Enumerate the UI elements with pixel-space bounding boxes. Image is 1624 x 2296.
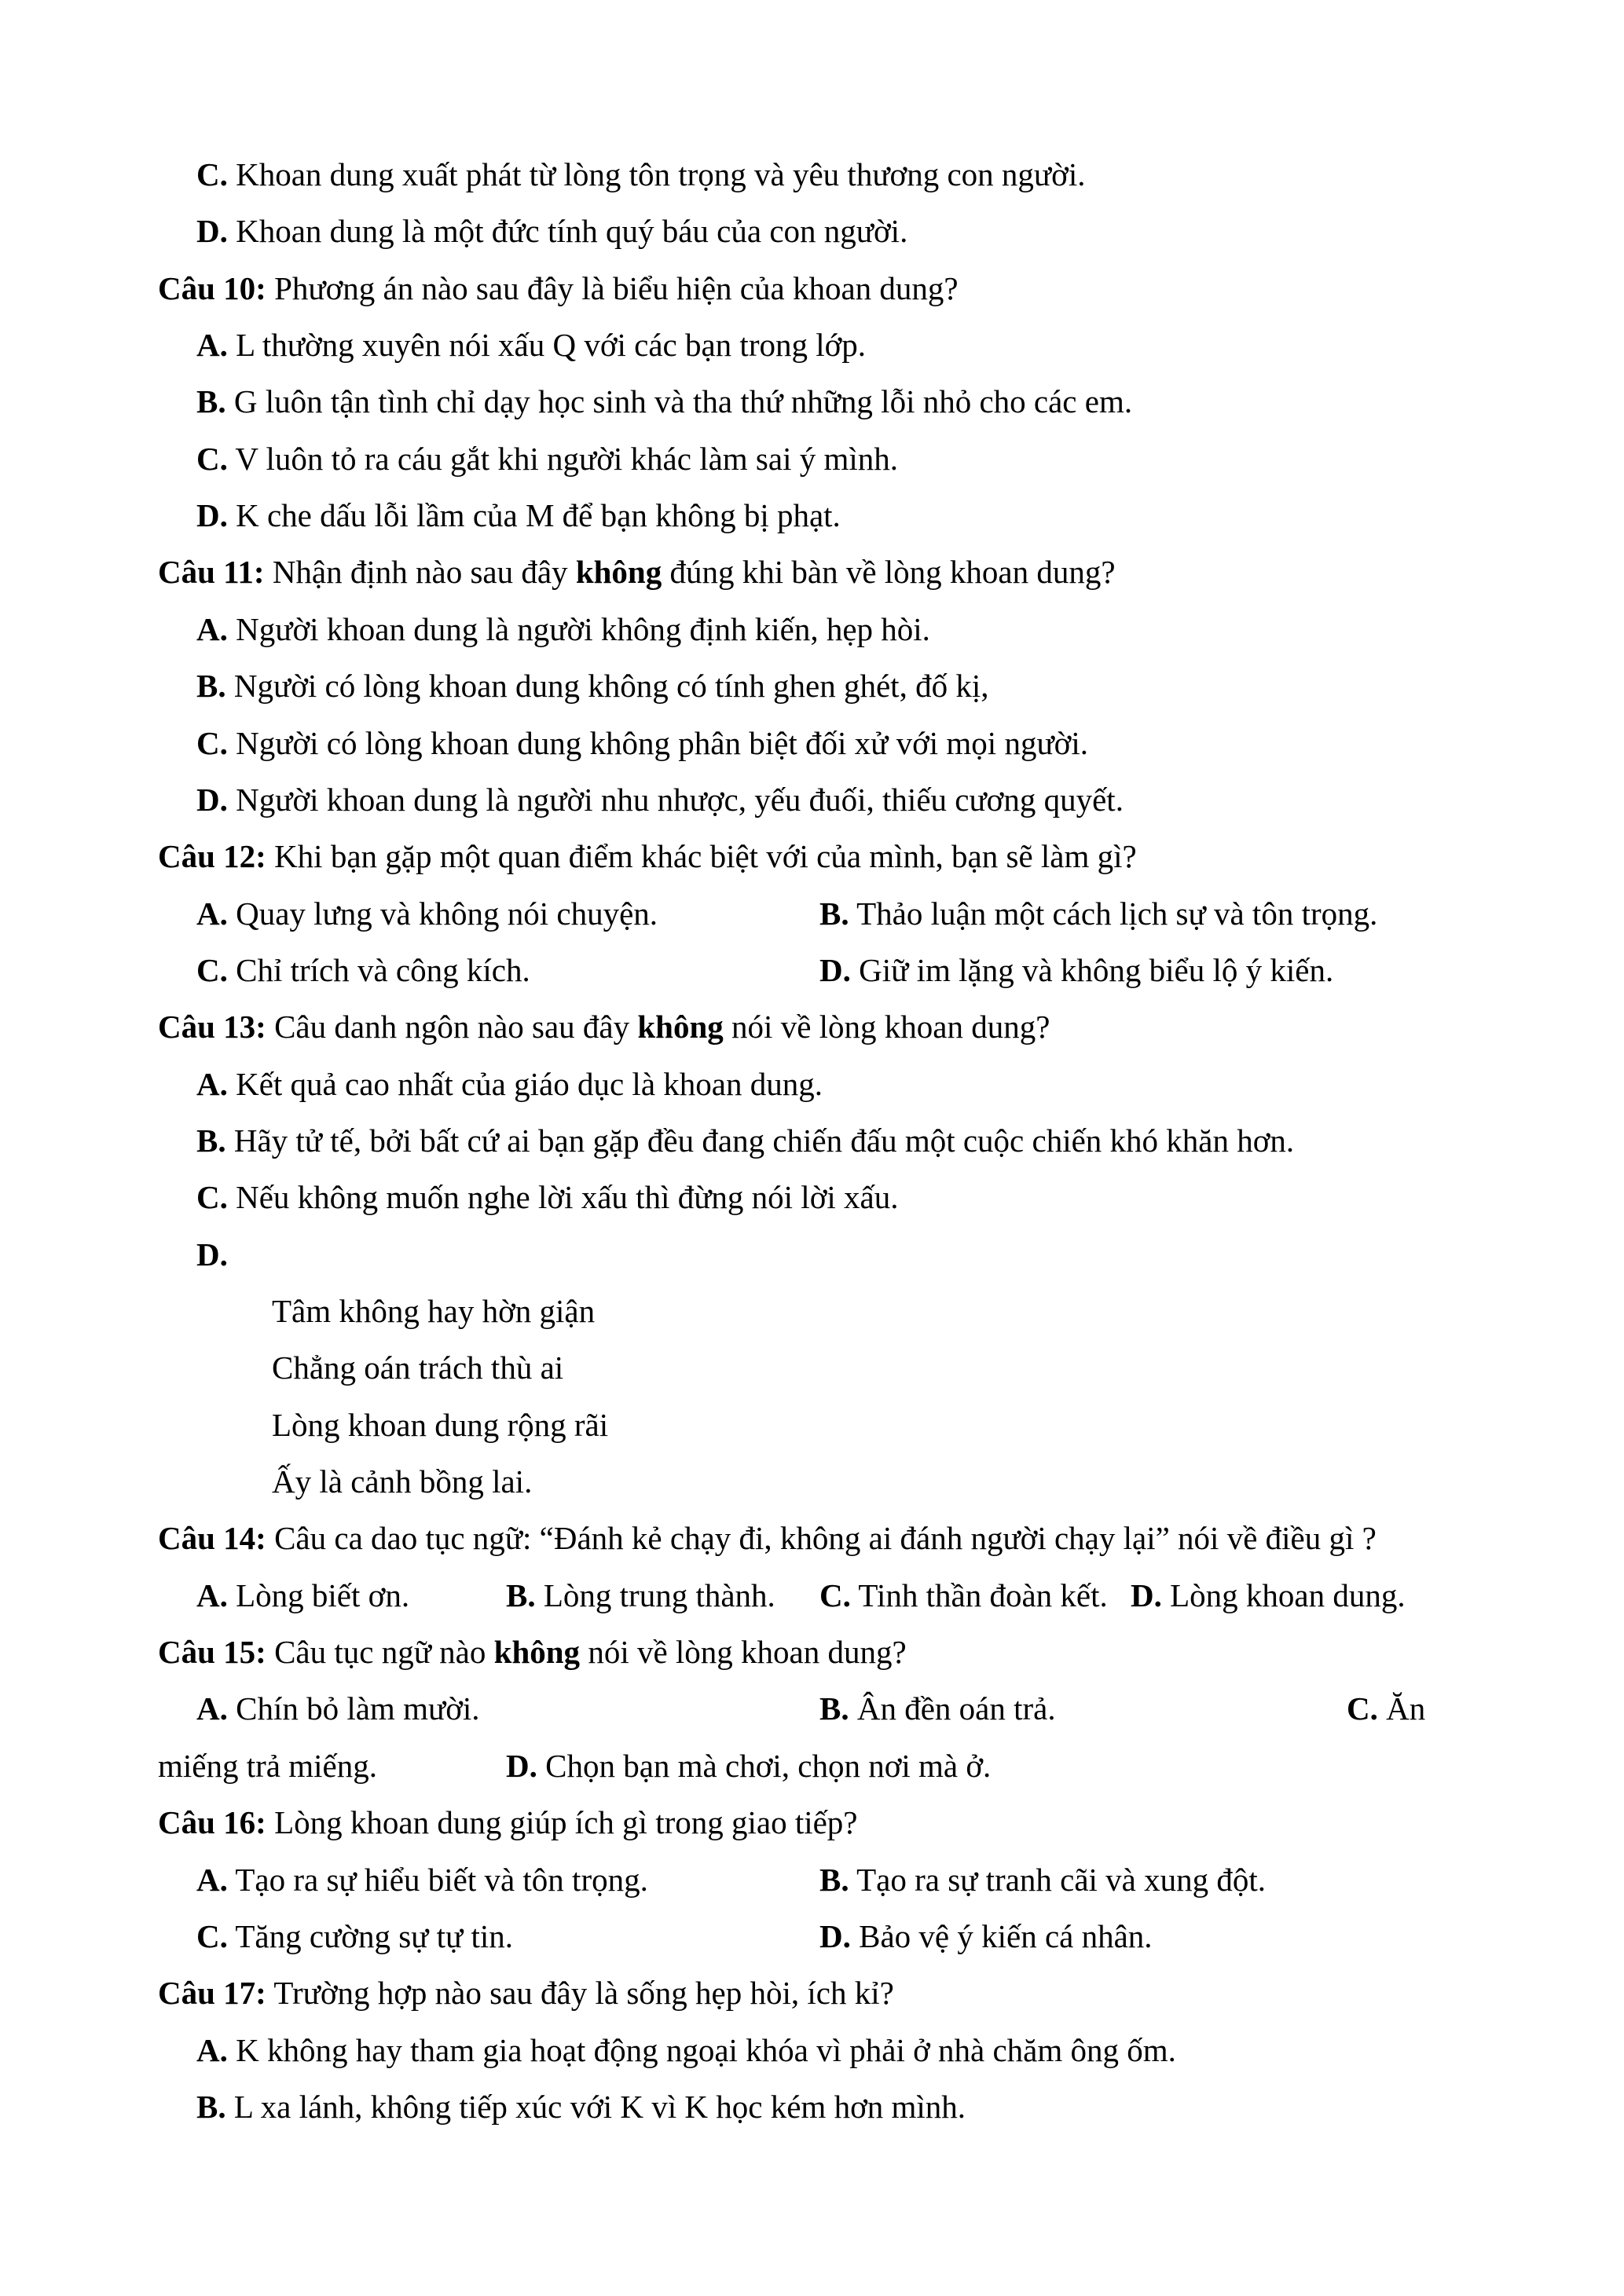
question-line	[0, 998, 1624, 1055]
answer-option	[819, 1851, 1266, 1908]
prompt-text: Phương án nào sau đây là biểu hiện của khoan dung?	[266, 269, 959, 306]
option-line	[0, 942, 1624, 998]
option-text: L thường xuyên nói xấu Q với các bạn trong lớp.	[236, 327, 867, 364]
question-number: Câu 16:	[158, 1804, 266, 1841]
question-line	[0, 544, 1624, 600]
option-line	[0, 2078, 1624, 2135]
option-label: B.	[196, 668, 226, 705]
option-label: B.	[819, 1861, 849, 1898]
option-text-continued: miếng trả miếng.	[158, 1747, 377, 1784]
question-line	[0, 1965, 1624, 2021]
answer-option	[819, 942, 1333, 998]
option-label: D.	[819, 1917, 851, 1954]
option-label: C.	[196, 440, 228, 477]
answer-option	[196, 317, 866, 373]
option-text: Chọn bạn mà chơi, chọn nơi mà ở.	[545, 1747, 992, 1784]
answer-option	[506, 1738, 991, 1794]
poem-line	[0, 1453, 1624, 1510]
answer-option	[196, 2078, 966, 2135]
option-line	[0, 657, 1624, 714]
option-line	[0, 601, 1624, 657]
option-label: C.	[819, 1576, 851, 1613]
poem-verse: Chẳng oán trách thù ai	[272, 1349, 564, 1386]
answer-option	[196, 203, 907, 259]
option-label: D.	[1131, 1576, 1162, 1613]
answer-option	[819, 1680, 1056, 1737]
prompt-text: Câu danh ngôn nào sau đây	[266, 1009, 638, 1045]
answer-option	[196, 1056, 823, 1112]
option-text: Quay lưng và không nói chuyện.	[236, 895, 658, 932]
option-label: A.	[196, 610, 228, 647]
option-label: D.	[196, 1236, 228, 1273]
question-prompt	[158, 544, 1116, 600]
option-text: Tinh thần đoàn kết.	[858, 1576, 1108, 1613]
option-text: Kết quả cao nhất của giáo dục là khoan dung.	[236, 1065, 823, 1102]
answer-option	[196, 1567, 409, 1624]
answer-option	[196, 1112, 1294, 1169]
option-line	[0, 771, 1624, 828]
question-line	[0, 1624, 1624, 1680]
prompt-text: đúng khi bàn về lòng khoan dung?	[662, 554, 1116, 591]
option-label: B.	[196, 2088, 226, 2125]
question-number: Câu 13:	[158, 1009, 266, 1045]
option-line	[0, 715, 1624, 771]
option-text: Tạo ra sự hiểu biết và tôn trọng.	[235, 1861, 648, 1898]
option-line	[0, 1169, 1624, 1225]
option-label: C.	[196, 156, 228, 192]
option-text: Lòng biết ơn.	[236, 1576, 410, 1613]
emphasis-text: không	[637, 1009, 724, 1045]
option-label: C.	[196, 951, 228, 988]
question-prompt	[158, 1794, 858, 1851]
option-line	[0, 1851, 1624, 1908]
prompt-text: nói về lòng khoan dung?	[723, 1009, 1050, 1045]
answer-option	[196, 1908, 513, 1965]
answer-option	[196, 1226, 228, 1283]
option-line	[0, 373, 1624, 430]
question-prompt	[158, 1624, 907, 1680]
option-label: A.	[196, 1065, 228, 1102]
answer-option	[196, 885, 658, 942]
answer-option	[196, 373, 1132, 430]
question-number: Câu 14:	[158, 1520, 266, 1557]
poem-verse: Ấy là cảnh bồng lai.	[272, 1463, 533, 1500]
option-label: A.	[196, 1576, 228, 1613]
option-line	[0, 1738, 1624, 1794]
option-label: D.	[506, 1747, 537, 1784]
answer-option	[196, 657, 988, 714]
option-line	[0, 1056, 1624, 1112]
option-text: V luôn tỏ ra cáu gắt khi người khác làm sai ý mình.	[235, 440, 898, 477]
option-label: D.	[196, 781, 228, 818]
option-line	[0, 203, 1624, 259]
option-label: C.	[196, 1917, 228, 1954]
question-prompt	[158, 1510, 1377, 1566]
answer-option	[196, 601, 930, 657]
option-label: A.	[196, 895, 228, 932]
option-text: Hãy tử tế, bởi bất cứ ai bạn gặp đều đang chiến đấu một cuộc chiến khó khăn hơn.	[233, 1122, 1295, 1159]
option-line	[0, 1112, 1624, 1169]
poem-line	[0, 1283, 1624, 1339]
poem-line	[0, 1339, 1624, 1396]
option-text: L xa lánh, không tiếp xúc với K vì K học kém hơn mình.	[233, 2088, 966, 2125]
option-text: Giữ im lặng và không biểu lộ ý kiến.	[859, 951, 1334, 988]
option-text: K che dấu lỗi lầm của M để bạn không bị phạt.	[236, 497, 841, 534]
question-line	[0, 828, 1624, 884]
prompt-text: Trường hợp nào sau đây là sống hẹp hòi, ích kỉ?	[266, 1975, 894, 2012]
prompt-text: Câu tục ngữ nào	[266, 1634, 494, 1671]
question-number: Câu 11:	[158, 554, 265, 591]
answer-option	[196, 2022, 1176, 2078]
answer-option	[196, 1851, 648, 1908]
answer-option	[196, 1680, 480, 1737]
question-line	[0, 1794, 1624, 1851]
question-number: Câu 12:	[158, 838, 266, 875]
answer-option	[819, 1908, 1153, 1965]
option-text: Người có lòng khoan dung không phân biệt đối xử với mọi người.	[236, 724, 1088, 761]
prompt-text: Khi bạn gặp một quan điểm khác biệt với của mình, bạn sẽ làm gì?	[266, 838, 1137, 875]
option-label: A.	[196, 1861, 228, 1898]
option-line	[0, 430, 1624, 487]
option-text: G luôn tận tình chỉ dạy học sinh và tha thứ những lỗi nhỏ cho các em.	[233, 383, 1133, 420]
question-prompt	[158, 998, 1050, 1055]
option-label: B.	[819, 895, 849, 932]
answer-option	[196, 942, 530, 998]
option-label: B.	[196, 1122, 226, 1159]
option-text: Thảo luận một cách lịch sự và tôn trọng.	[856, 895, 1378, 932]
option-line	[0, 2022, 1624, 2078]
question-line	[0, 1510, 1624, 1566]
answer-option	[196, 771, 1124, 828]
answer-option	[1131, 1567, 1406, 1624]
option-line	[0, 146, 1624, 203]
option-line	[0, 1567, 1624, 1624]
option-label: D.	[196, 213, 228, 250]
option-line	[0, 1226, 1624, 1283]
answer-option	[196, 715, 1088, 771]
option-text: Bảo vệ ý kiến cá nhân.	[859, 1917, 1153, 1954]
prompt-text: Nhận định nào sau đây	[264, 554, 576, 591]
answer-option	[196, 430, 898, 487]
poem-verse: Lòng khoan dung rộng rãi	[272, 1406, 609, 1443]
poem-line	[0, 1397, 1624, 1453]
option-label: C.	[196, 724, 228, 761]
option-label: B.	[819, 1690, 849, 1727]
option-text: Người có lòng khoan dung không có tính ghen ghét, đố kị,	[233, 668, 989, 705]
prompt-text: nói về lòng khoan dung?	[580, 1634, 907, 1671]
option-label: A.	[196, 2031, 228, 2068]
option-label: A.	[196, 1690, 228, 1727]
prompt-text: Lòng khoan dung giúp ích gì trong giao tiếp?	[266, 1804, 858, 1841]
question-prompt	[158, 1965, 894, 2021]
option-line	[0, 317, 1624, 373]
answer-option	[196, 1169, 898, 1225]
emphasis-text: không	[575, 554, 662, 591]
question-number: Câu 10:	[158, 269, 266, 306]
option-line	[0, 487, 1624, 544]
option-text: Lòng trung thành.	[543, 1576, 775, 1613]
answer-option	[1347, 1680, 1425, 1737]
option-line	[0, 885, 1624, 942]
option-text: Lòng khoan dung.	[1170, 1576, 1406, 1613]
option-line	[0, 1908, 1624, 1965]
option-text: Người khoan dung là người nhu nhược, yếu đuối, thiếu cương quyết.	[236, 781, 1124, 818]
option-text: Chín bỏ làm mười.	[236, 1690, 480, 1727]
option-text: K không hay tham gia hoạt động ngoại khóa vì phải ở nhà chăm ông ốm.	[236, 2031, 1176, 2068]
option-text: Tăng cường sự tự tin.	[235, 1917, 514, 1954]
option-label: B.	[196, 383, 226, 420]
option-label: D.	[196, 497, 228, 534]
question-line	[0, 260, 1624, 317]
option-text: Khoan dung là một đức tính quý báu của con người.	[236, 213, 908, 250]
option-text: Ân đền oán trả.	[856, 1690, 1056, 1727]
option-text: Chỉ trích và công kích.	[236, 951, 530, 988]
prompt-text: Câu ca dao tục ngữ: “Đánh kẻ chạy đi, không ai đánh người chạy lại” nói về điều gì ?	[266, 1520, 1377, 1557]
option-text: Tạo ra sự tranh cãi và xung đột.	[856, 1861, 1267, 1898]
question-number: Câu 17:	[158, 1975, 266, 2012]
emphasis-text: không	[493, 1634, 581, 1671]
answer-option	[196, 487, 841, 544]
option-label: B.	[506, 1576, 536, 1613]
option-line	[0, 1680, 1624, 1737]
option-label: C.	[1347, 1690, 1378, 1727]
option-text: Người khoan dung là người không định kiến, hẹp hòi.	[236, 610, 930, 647]
poem-verse: Tâm không hay hờn giận	[272, 1293, 596, 1329]
option-label: C.	[196, 1179, 228, 1216]
option-text: Ăn	[1386, 1690, 1426, 1727]
answer-option	[506, 1567, 775, 1624]
answer-option	[819, 1567, 1108, 1624]
answer-option	[819, 885, 1377, 942]
option-label: A.	[196, 327, 228, 364]
answer-option	[196, 146, 1085, 203]
question-prompt	[158, 828, 1137, 884]
option-label: D.	[819, 951, 851, 988]
question-number: Câu 15:	[158, 1634, 266, 1671]
option-text: Khoan dung xuất phát từ lòng tôn trọng và yêu thương con người.	[236, 156, 1086, 192]
question-prompt	[158, 260, 959, 317]
option-text: Nếu không muốn nghe lời xấu thì đừng nói lời xấu.	[236, 1179, 899, 1216]
